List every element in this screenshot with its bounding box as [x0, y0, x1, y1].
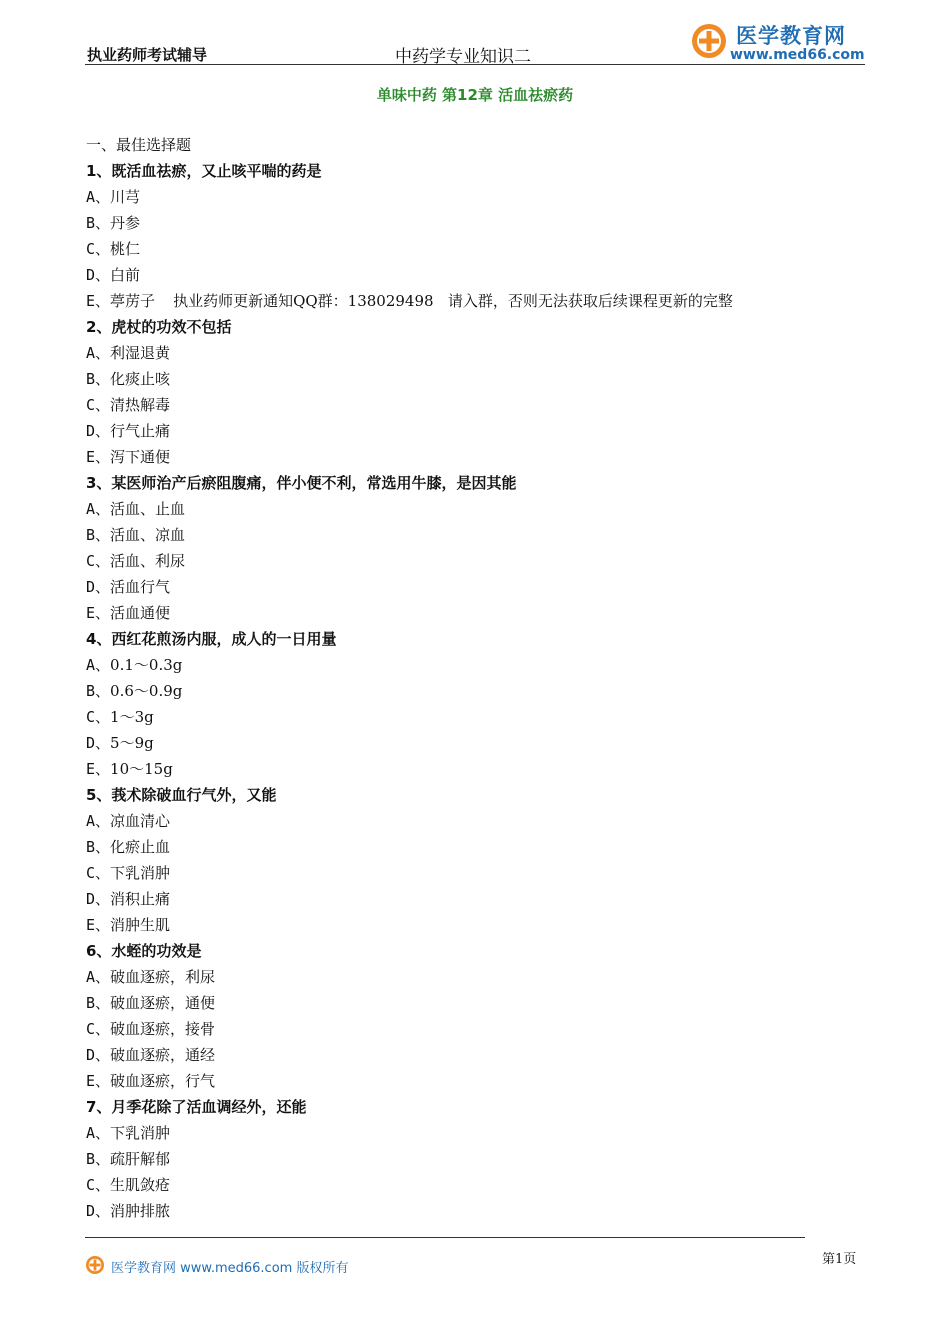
- answer-option[interactable]: [86, 236, 886, 262]
- option-letter: B: [86, 682, 96, 700]
- option-separator: 、: [95, 188, 111, 206]
- question-stem: 6、水蛭的功效是: [86, 942, 202, 960]
- option-text: 破血逐瘀，通经: [110, 1046, 216, 1064]
- option-letter: B: [86, 994, 96, 1012]
- option-separator: 、: [95, 500, 111, 518]
- option-letter: A: [86, 812, 96, 830]
- option-separator: 、: [95, 760, 111, 778]
- option-letter: A: [86, 500, 96, 518]
- answer-option[interactable]: [86, 418, 886, 444]
- option-separator: 、: [95, 344, 111, 362]
- answer-option[interactable]: [86, 730, 886, 756]
- option-separator: 、: [95, 214, 111, 232]
- answer-option[interactable]: [86, 1042, 886, 1068]
- option-separator: 、: [95, 968, 111, 986]
- option-letter: E: [86, 760, 96, 778]
- option-text: 化瘀止血: [110, 838, 171, 856]
- option-letter: D: [86, 734, 96, 752]
- option-separator: 、: [95, 370, 111, 388]
- option-separator: 、: [95, 838, 111, 856]
- option-text: 桃仁: [110, 240, 141, 258]
- option-separator: 、: [95, 1150, 111, 1168]
- answer-option[interactable]: [86, 366, 886, 392]
- option-text: 葶苈子: [110, 292, 156, 310]
- option-letter: E: [86, 604, 96, 622]
- answer-option[interactable]: [86, 808, 886, 834]
- answer-option[interactable]: [86, 1068, 886, 1094]
- option-separator: 、: [95, 682, 111, 700]
- page-header: [85, 22, 865, 66]
- answer-option[interactable]: [86, 1146, 886, 1172]
- med66-logo-icon: [690, 22, 728, 60]
- answer-option[interactable]: [86, 262, 886, 288]
- option-text: 川芎: [110, 188, 141, 206]
- header-center-title: 中药学专业知识二: [395, 47, 531, 67]
- option-text: 活血通便: [110, 604, 171, 622]
- answer-option[interactable]: [86, 600, 886, 626]
- answer-option[interactable]: [86, 886, 886, 912]
- answer-option[interactable]: [86, 496, 886, 522]
- answer-option[interactable]: [86, 288, 886, 314]
- option-text: 活血、利尿: [110, 552, 186, 570]
- option-letter: C: [86, 396, 96, 414]
- option-text: 0.1～0.3g: [110, 656, 183, 674]
- option-letter: C: [86, 864, 96, 882]
- option-text: 消肿排脓: [110, 1202, 171, 1220]
- answer-option[interactable]: [86, 652, 886, 678]
- option-letter: D: [86, 1202, 96, 1220]
- answer-option[interactable]: [86, 1198, 886, 1224]
- option-text: 5～9g: [110, 734, 154, 752]
- question-stem: 2、虎杖的功效不包括: [86, 318, 232, 336]
- question-stem: 1、既活血祛瘀，又止咳平喘的药是: [86, 162, 322, 180]
- option-letter: E: [86, 448, 96, 466]
- option-letter: C: [86, 1176, 96, 1194]
- option-separator: 、: [95, 396, 111, 414]
- option-separator: 、: [95, 292, 111, 310]
- answer-option[interactable]: [86, 964, 886, 990]
- option-letter: E: [86, 1072, 96, 1090]
- answer-option[interactable]: [86, 704, 886, 730]
- logo-name: 医学教育网: [736, 24, 846, 48]
- option-separator: 、: [95, 422, 111, 440]
- option-letter: D: [86, 266, 96, 284]
- option-text: 消肿生肌: [110, 916, 171, 934]
- option-separator: 、: [95, 1124, 111, 1142]
- footer-divider: [85, 1237, 805, 1238]
- option-text: 破血逐瘀，行气: [110, 1072, 216, 1090]
- answer-option[interactable]: [86, 756, 886, 782]
- question-stem: 5、莪术除破血行气外，又能: [86, 786, 277, 804]
- med66-logo-icon: [85, 1255, 105, 1275]
- option-letter: E: [86, 916, 96, 934]
- page-number: 第1页: [822, 1252, 857, 1267]
- question-stem: 4、西红花煎汤内服，成人的一日用量: [86, 630, 337, 648]
- answer-option[interactable]: [86, 522, 886, 548]
- option-text: 破血逐瘀，利尿: [110, 968, 216, 986]
- answer-option[interactable]: [86, 678, 886, 704]
- option-text: 丹参: [110, 214, 141, 232]
- header-divider: [85, 64, 865, 65]
- option-text: 活血、止血: [110, 500, 186, 518]
- answer-option[interactable]: [86, 1172, 886, 1198]
- question-stem: 3、某医师治产后瘀阻腹痛，伴小便不利，常选用牛膝，是因其能: [86, 474, 517, 492]
- option-separator: 、: [95, 656, 111, 674]
- answer-option[interactable]: [86, 340, 886, 366]
- option-text: 破血逐瘀，接骨: [110, 1020, 216, 1038]
- option-text: 1～3g: [110, 708, 154, 726]
- option-separator: 、: [95, 1202, 111, 1220]
- option-separator: 、: [95, 1046, 111, 1064]
- option-separator: 、: [95, 526, 111, 544]
- option-separator: 、: [95, 552, 111, 570]
- section-heading: 一、最佳选择题: [86, 136, 192, 154]
- option-separator: 、: [95, 604, 111, 622]
- option-letter: E: [86, 292, 96, 310]
- option-text: 化痰止咳: [110, 370, 171, 388]
- option-separator: 、: [95, 240, 111, 258]
- answer-option[interactable]: [86, 912, 886, 938]
- option-letter: A: [86, 656, 96, 674]
- option-text: 10～15g: [110, 760, 173, 778]
- option-letter: B: [86, 838, 96, 856]
- option-letter: A: [86, 344, 96, 362]
- option-letter: B: [86, 526, 96, 544]
- answer-option[interactable]: [86, 444, 886, 470]
- question-list: [86, 132, 886, 1224]
- answer-option[interactable]: [86, 1120, 886, 1146]
- option-letter: B: [86, 1150, 96, 1168]
- option-separator: 、: [95, 578, 111, 596]
- option-separator: 、: [95, 1072, 111, 1090]
- option-separator: 、: [95, 448, 111, 466]
- option-letter: A: [86, 1124, 96, 1142]
- logo-url[interactable]: www.med66.com: [730, 47, 865, 63]
- answer-option[interactable]: [86, 392, 886, 418]
- option-text: 泻下通便: [110, 448, 171, 466]
- option-separator: 、: [95, 916, 111, 934]
- option-text: 凉血清心: [110, 812, 171, 830]
- option-separator: 、: [95, 708, 111, 726]
- option-text: 下乳消肿: [110, 1124, 171, 1142]
- footer-brand-text: 医学教育网 www.med66.com 版权所有: [111, 1261, 349, 1276]
- option-text: 清热解毒: [110, 396, 171, 414]
- option-letter: D: [86, 1046, 96, 1064]
- option-separator: 、: [95, 890, 111, 908]
- option-letter: D: [86, 890, 96, 908]
- option-text: 活血行气: [110, 578, 171, 596]
- option-text: 破血逐瘀，通便: [110, 994, 216, 1012]
- document-title: 单味中药 第12章 活血祛瘀药: [376, 86, 574, 104]
- option-separator: 、: [95, 1176, 111, 1194]
- answer-option[interactable]: [86, 860, 886, 886]
- option-letter: D: [86, 422, 96, 440]
- option-separator: 、: [95, 734, 111, 752]
- option-letter: C: [86, 240, 96, 258]
- option-letter: D: [86, 578, 96, 596]
- option-text: 利湿退黄: [110, 344, 171, 362]
- option-letter: B: [86, 370, 96, 388]
- option-separator: 、: [95, 864, 111, 882]
- option-text: 白前: [110, 266, 141, 284]
- option-letter: C: [86, 1020, 96, 1038]
- answer-option[interactable]: [86, 990, 886, 1016]
- answer-option[interactable]: [86, 548, 886, 574]
- qq-group-notice: 执业药师更新通知QQ群：138029498 请入群，否则无法获取后续课程更新的完整: [173, 292, 733, 310]
- question-stem: 7、月季花除了活血调经外，还能: [86, 1098, 307, 1116]
- answer-option[interactable]: [86, 574, 886, 600]
- option-separator: 、: [95, 266, 111, 284]
- answer-option[interactable]: [86, 834, 886, 860]
- option-letter: A: [86, 968, 96, 986]
- option-letter: A: [86, 188, 96, 206]
- option-text: 疏肝解郁: [110, 1150, 171, 1168]
- option-text: 0.6～0.9g: [110, 682, 183, 700]
- option-text: 活血、凉血: [110, 526, 186, 544]
- header-left-label: 执业药师考试辅导: [87, 46, 208, 64]
- site-logo[interactable]: [690, 20, 865, 64]
- answer-option[interactable]: [86, 210, 886, 236]
- option-text: 下乳消肿: [110, 864, 171, 882]
- answer-option[interactable]: [86, 1016, 886, 1042]
- option-separator: 、: [95, 994, 111, 1012]
- option-text: 消积止痛: [110, 890, 171, 908]
- option-letter: C: [86, 708, 96, 726]
- option-letter: B: [86, 214, 96, 232]
- answer-option[interactable]: [86, 184, 886, 210]
- option-separator: 、: [95, 812, 111, 830]
- option-text: 行气止痛: [110, 422, 171, 440]
- option-separator: 、: [95, 1020, 111, 1038]
- option-letter: C: [86, 552, 96, 570]
- option-text: 生肌敛疮: [110, 1176, 171, 1194]
